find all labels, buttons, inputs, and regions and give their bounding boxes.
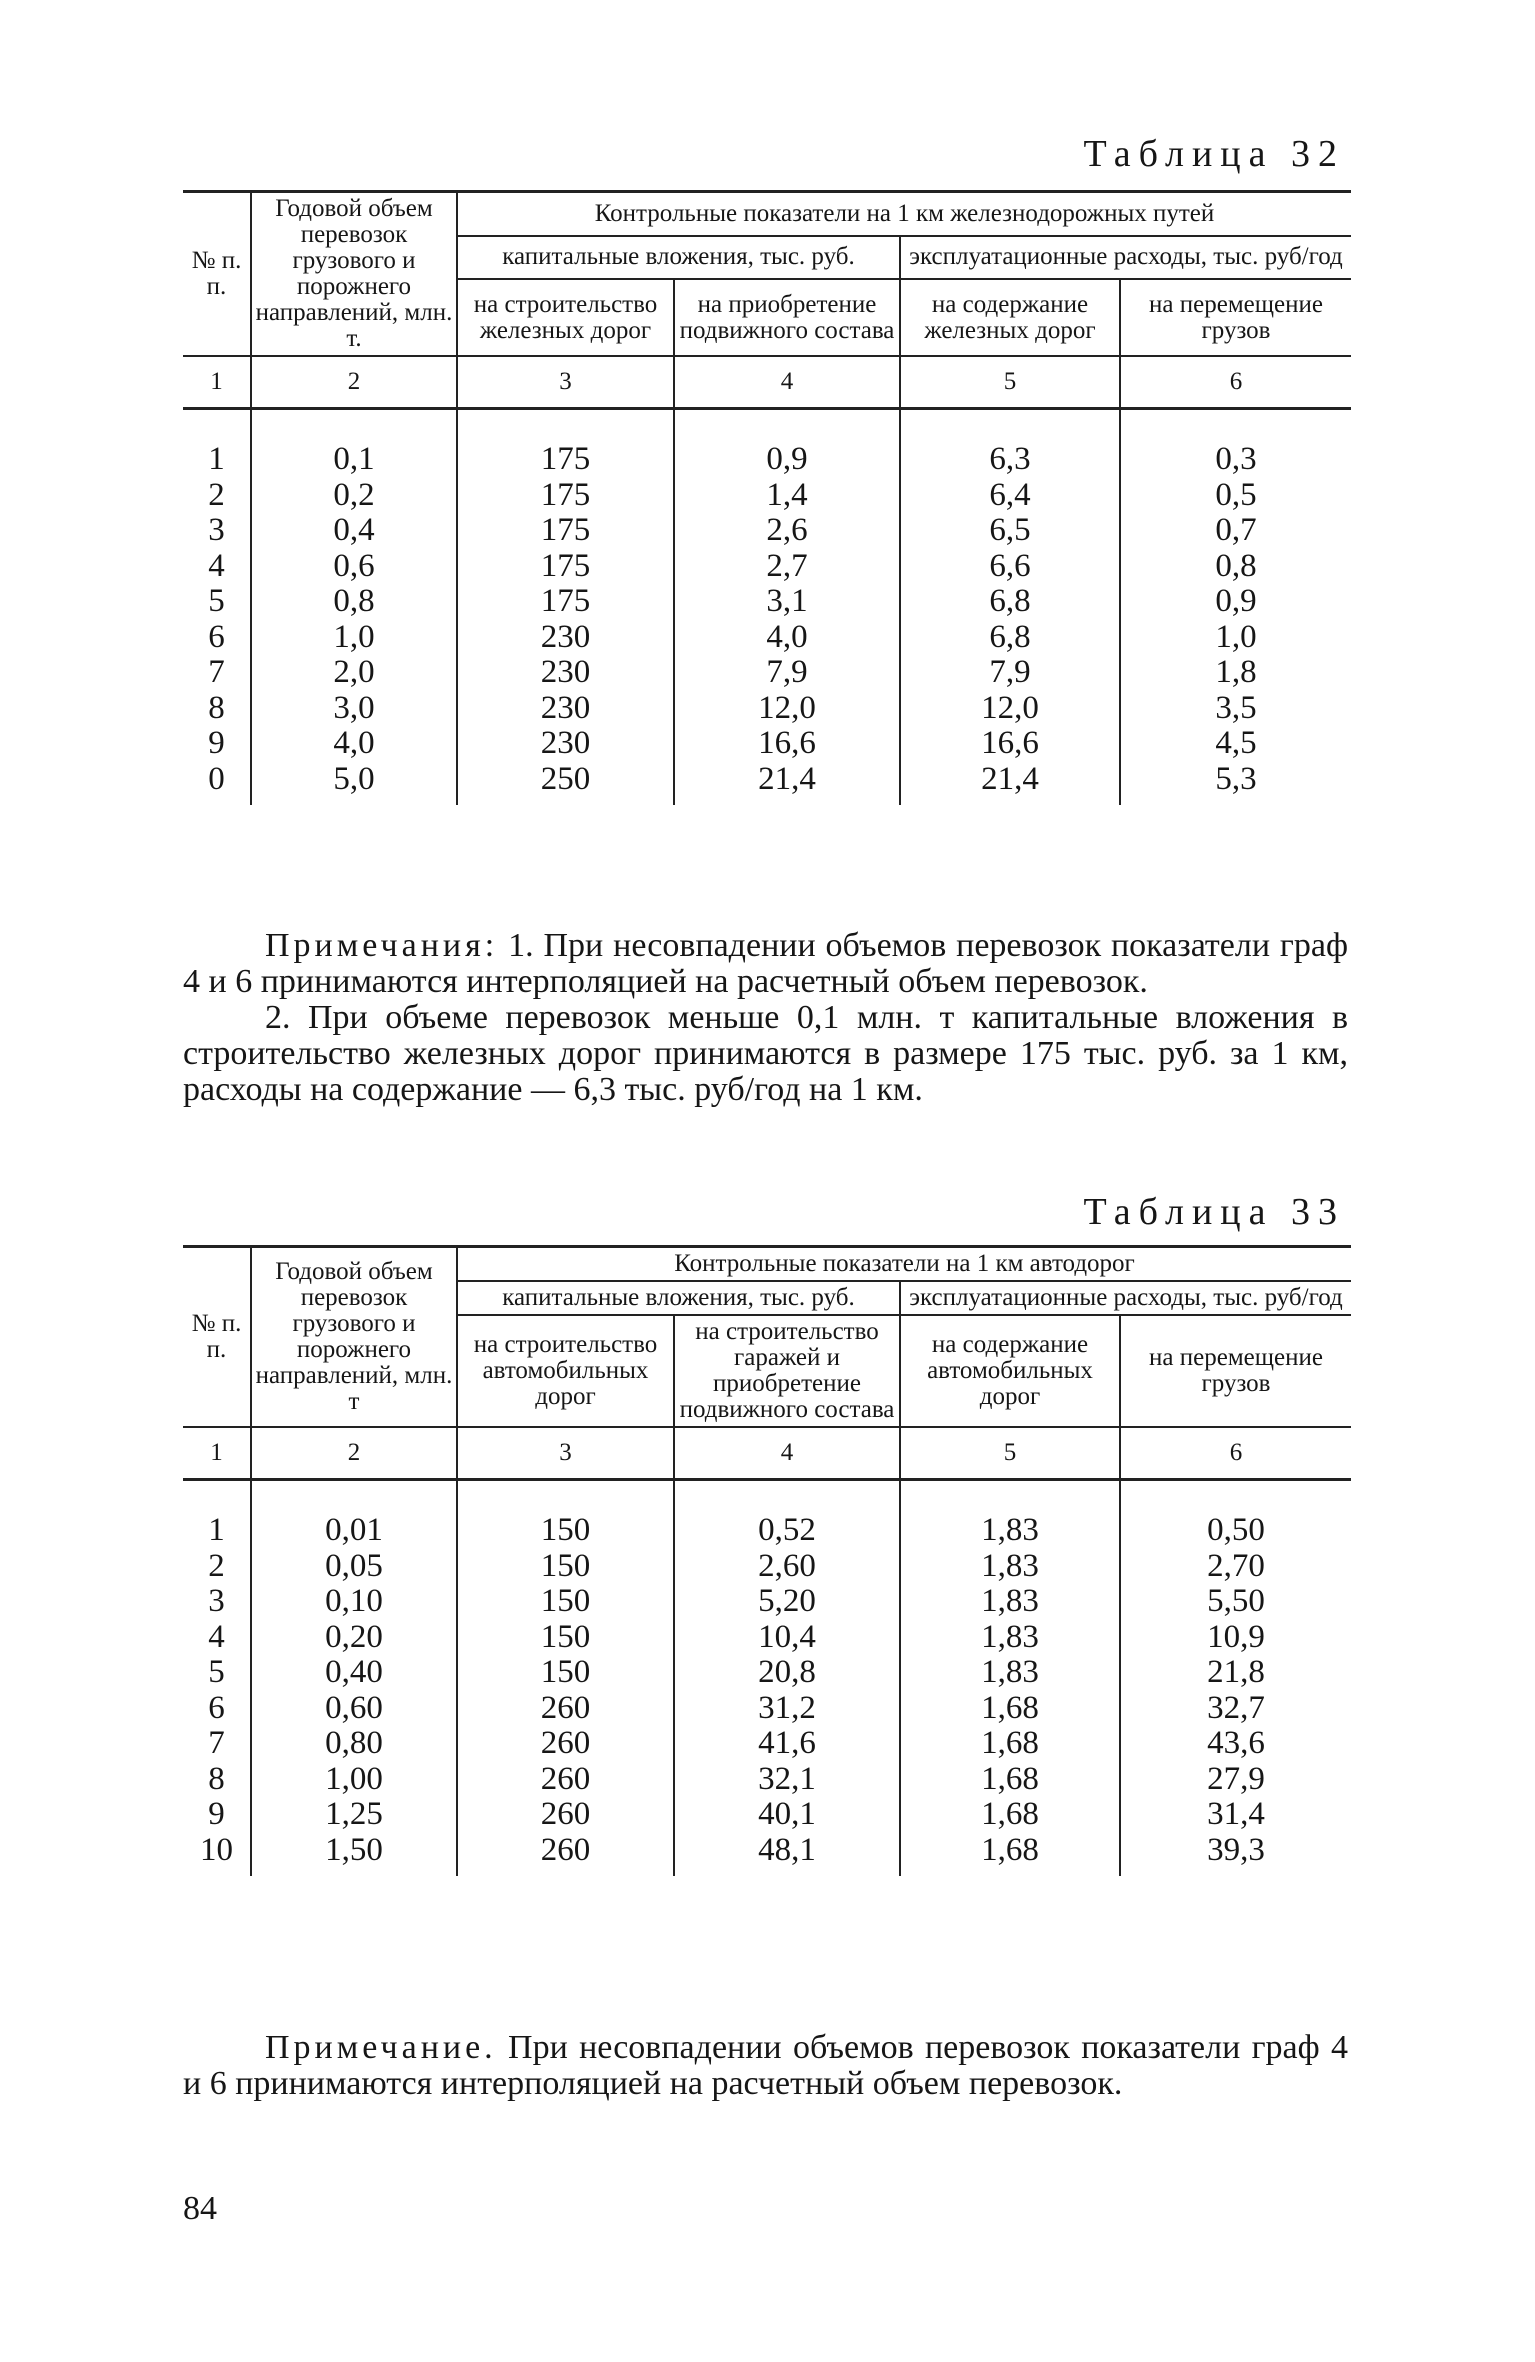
table-cell: 2,6 <box>674 513 900 549</box>
col-number: 6 <box>1120 356 1351 409</box>
table-row <box>183 1726 1351 1762</box>
table-cell: 5 <box>208 1654 225 1690</box>
table-cell: 175 <box>457 549 674 585</box>
table-row <box>183 762 1351 806</box>
table-cell: 20,8 <box>674 1655 900 1691</box>
table-cell: 0,8 <box>1120 549 1351 585</box>
header-no: № п. п. <box>183 192 251 357</box>
table-cell: 230 <box>457 691 674 727</box>
table-cell: 1,68 <box>900 1691 1120 1727</box>
col-number: 3 <box>457 356 674 409</box>
header-volume: Годовой объем перевозок грузового и порожнего направлений, млн. т. <box>251 192 457 357</box>
table-cell: 5,50 <box>1120 1584 1351 1620</box>
table-cell: 3 <box>208 1583 225 1619</box>
table-cell: 150 <box>457 1584 674 1620</box>
table-cell: 6,3 <box>900 409 1120 478</box>
table-cell: 1,0 <box>1120 620 1351 656</box>
table-cell: 3 <box>208 512 225 548</box>
table-cell: 0,5 <box>1120 478 1351 514</box>
table-cell: 0,10 <box>251 1584 457 1620</box>
table-32-notes <box>183 928 1348 1108</box>
table-cell: 10,4 <box>674 1620 900 1656</box>
table-row <box>183 691 1351 727</box>
header-control: Контрольные показатели на 1 км железнодорожных путей <box>457 192 1351 236</box>
table-cell: 12,0 <box>674 691 900 727</box>
table-row <box>183 1549 1351 1585</box>
table-cell: 27,9 <box>1120 1762 1351 1798</box>
table-row <box>183 1833 1351 1877</box>
col-number: 2 <box>251 356 457 409</box>
header-volume: Годовой объем перевозок грузового и порожнего направлений, млн. т <box>251 1247 457 1428</box>
col-number: 5 <box>900 1427 1120 1480</box>
table-cell: 6,5 <box>900 513 1120 549</box>
table-cell: 0 <box>208 760 225 797</box>
header-col6: на перемещение грузов <box>1120 279 1351 356</box>
table-cell: 0,9 <box>674 409 900 478</box>
table-cell: 230 <box>457 655 674 691</box>
col-number: 1 <box>183 1427 251 1480</box>
table-cell: 16,6 <box>900 726 1120 762</box>
table-cell: 5,3 <box>1120 762 1351 806</box>
table-cell: 175 <box>457 513 674 549</box>
page-number: 84 <box>183 2190 217 2227</box>
table-cell: 8 <box>208 1760 225 1797</box>
table-row <box>183 1584 1351 1620</box>
table-cell: 0,1 <box>251 409 457 478</box>
note-text: При несовпадении объемов перевозок показатели граф 4 и 6 принимаются интерполяцией на расчетный объем перевозок. <box>183 2029 1348 2102</box>
table-cell: 1,83 <box>900 1480 1120 1549</box>
table-row <box>183 726 1351 762</box>
table-cell: 0,8 <box>251 584 457 620</box>
table-cell: 21,4 <box>674 762 900 806</box>
header-operating: эксплуатационные расходы, тыс. руб/год <box>900 1281 1351 1315</box>
table-cell: 4 <box>208 547 225 584</box>
col-number: 4 <box>674 1427 900 1480</box>
header-col4: на приобретение подвижного состава <box>674 279 900 356</box>
table-cell: 2,60 <box>674 1549 900 1585</box>
table-cell: 150 <box>457 1480 674 1549</box>
table-row <box>183 513 1351 549</box>
table-cell: 7,9 <box>674 655 900 691</box>
table-cell: 6,6 <box>900 549 1120 585</box>
table-cell: 1,50 <box>251 1833 457 1877</box>
table-cell: 260 <box>457 1833 674 1877</box>
table-cell: 7 <box>208 1725 225 1761</box>
table-cell: 1,00 <box>251 1762 457 1798</box>
table-32-caption: Таблица 32 <box>1083 133 1345 175</box>
header-capital: капитальные вложения, тыс. руб. <box>457 1281 900 1315</box>
table-cell: 1,83 <box>900 1620 1120 1656</box>
table-cell: 5 <box>208 583 225 619</box>
table-cell: 9 <box>208 1796 225 1832</box>
col-number: 5 <box>900 356 1120 409</box>
header-col5: на содержание железных дорог <box>900 279 1120 356</box>
table-cell: 43,6 <box>1120 1726 1351 1762</box>
table-cell: 7 <box>208 654 225 690</box>
table-cell: 1,68 <box>900 1762 1120 1798</box>
table-cell: 0,7 <box>1120 513 1351 549</box>
table-cell: 6,8 <box>900 620 1120 656</box>
table-cell: 4,0 <box>251 726 457 762</box>
table-cell: 4 <box>208 1618 225 1655</box>
header-no: № п. п. <box>183 1247 251 1428</box>
table-row <box>183 1620 1351 1656</box>
header-col3: на строительство автомобильных дорог <box>457 1315 674 1427</box>
table-cell: 31,2 <box>674 1691 900 1727</box>
table-cell: 10,9 <box>1120 1620 1351 1656</box>
table-cell: 1 <box>208 1512 225 1548</box>
table-cell: 12,0 <box>900 691 1120 727</box>
table-cell: 1,83 <box>900 1655 1120 1691</box>
table-cell: 1,8 <box>1120 655 1351 691</box>
table-33-caption: Таблица 33 <box>1083 1191 1345 1233</box>
table-row <box>183 655 1351 691</box>
table-cell: 0,50 <box>1120 1480 1351 1549</box>
table-cell: 230 <box>457 726 674 762</box>
table-cell: 1,0 <box>251 620 457 656</box>
table-cell: 2,7 <box>674 549 900 585</box>
table-cell: 1 <box>208 441 225 477</box>
table-cell: 8 <box>208 689 225 726</box>
table-cell: 40,1 <box>674 1797 900 1833</box>
table-33 <box>183 1245 1351 1876</box>
table-cell: 0,20 <box>251 1620 457 1656</box>
table-cell: 6,8 <box>900 584 1120 620</box>
table-33-notes <box>183 2030 1348 2102</box>
table-row <box>183 1480 1351 1549</box>
table-cell: 3,1 <box>674 584 900 620</box>
table-cell: 0,3 <box>1120 409 1351 478</box>
table-cell: 2,70 <box>1120 1549 1351 1585</box>
table-cell: 3,5 <box>1120 691 1351 727</box>
table-cell: 21,4 <box>900 762 1120 806</box>
header-col6: на перемещение грузов <box>1120 1315 1351 1427</box>
table-cell: 0,52 <box>674 1480 900 1549</box>
table-cell: 250 <box>457 762 674 806</box>
table-cell: 0,05 <box>251 1549 457 1585</box>
table-cell: 4,0 <box>674 620 900 656</box>
table-cell: 10 <box>200 1831 233 1868</box>
table-cell: 2 <box>208 476 225 513</box>
note-2: 2. При объеме перевозок меньше 0,1 млн. т капитальные вложения в строительство железных дорог принимаются в размере 175 тыс. руб. за 1 км, расходы на содержание — 6,3 тыс. руб/год на 1 км. <box>183 999 1348 1108</box>
table-cell: 6 <box>208 618 225 655</box>
header-operating: эксплуатационные расходы, тыс. руб/год <box>900 236 1351 280</box>
table-cell: 0,40 <box>251 1655 457 1691</box>
table-cell: 1,83 <box>900 1584 1120 1620</box>
header-capital: капитальные вложения, тыс. руб. <box>457 236 900 280</box>
table-cell: 0,60 <box>251 1691 457 1727</box>
table-row <box>183 584 1351 620</box>
table-cell: 1,68 <box>900 1726 1120 1762</box>
table-32 <box>183 190 1351 805</box>
note-1: 1. При несовпадении объемов перевозок показатели граф 4 и 6 принимаются интерполяцией на расчетный объем перевозок. <box>183 927 1348 1000</box>
table-cell: 175 <box>457 409 674 478</box>
table-cell: 260 <box>457 1726 674 1762</box>
table-cell: 150 <box>457 1655 674 1691</box>
table-cell: 6 <box>208 1689 225 1726</box>
table-cell: 32,1 <box>674 1762 900 1798</box>
table-cell: 0,01 <box>251 1480 457 1549</box>
table-cell: 9 <box>208 725 225 761</box>
notes-lead: Примечания: <box>265 927 499 964</box>
table-cell: 1,25 <box>251 1797 457 1833</box>
table-cell: 21,8 <box>1120 1655 1351 1691</box>
table-row <box>183 1655 1351 1691</box>
header-col4: на строительство гаражей и приобретение подвижного состава <box>674 1315 900 1427</box>
table-cell: 1,83 <box>900 1549 1120 1585</box>
table-cell: 1,68 <box>900 1797 1120 1833</box>
table-cell: 150 <box>457 1620 674 1656</box>
table-cell: 6,4 <box>900 478 1120 514</box>
table-cell: 1,4 <box>674 478 900 514</box>
table-cell: 0,4 <box>251 513 457 549</box>
table-cell: 16,6 <box>674 726 900 762</box>
table-cell: 41,6 <box>674 1726 900 1762</box>
table-row <box>183 409 1351 478</box>
col-number: 6 <box>1120 1427 1351 1480</box>
table-cell: 2,0 <box>251 655 457 691</box>
table-cell: 4,5 <box>1120 726 1351 762</box>
table-cell: 175 <box>457 478 674 514</box>
table-cell: 150 <box>457 1549 674 1585</box>
table-cell: 3,0 <box>251 691 457 727</box>
table-row <box>183 549 1351 585</box>
table-cell: 7,9 <box>900 655 1120 691</box>
table-cell: 260 <box>457 1691 674 1727</box>
col-number: 4 <box>674 356 900 409</box>
table-cell: 5,20 <box>674 1584 900 1620</box>
table-row <box>183 478 1351 514</box>
col-number: 3 <box>457 1427 674 1480</box>
header-col3: на строительство железных дорог <box>457 279 674 356</box>
table-row <box>183 620 1351 656</box>
table-cell: 0,9 <box>1120 584 1351 620</box>
table-row <box>183 1762 1351 1798</box>
table-cell: 2 <box>208 1547 225 1584</box>
col-number: 1 <box>183 356 251 409</box>
table-cell: 0,2 <box>251 478 457 514</box>
table-cell: 230 <box>457 620 674 656</box>
table-cell: 48,1 <box>674 1833 900 1877</box>
table-cell: 0,6 <box>251 549 457 585</box>
notes-lead: Примечание. <box>265 2029 497 2066</box>
header-col5: на содержание автомобильных дорог <box>900 1315 1120 1427</box>
col-number: 2 <box>251 1427 457 1480</box>
table-cell: 260 <box>457 1762 674 1798</box>
table-row <box>183 1691 1351 1727</box>
header-control: Контрольные показатели на 1 км автодорог <box>457 1247 1351 1282</box>
table-row <box>183 1797 1351 1833</box>
table-cell: 175 <box>457 584 674 620</box>
table-cell: 39,3 <box>1120 1833 1351 1877</box>
table-cell: 5,0 <box>251 762 457 806</box>
table-cell: 31,4 <box>1120 1797 1351 1833</box>
table-cell: 1,68 <box>900 1833 1120 1877</box>
table-cell: 32,7 <box>1120 1691 1351 1727</box>
table-cell: 260 <box>457 1797 674 1833</box>
table-cell: 0,80 <box>251 1726 457 1762</box>
